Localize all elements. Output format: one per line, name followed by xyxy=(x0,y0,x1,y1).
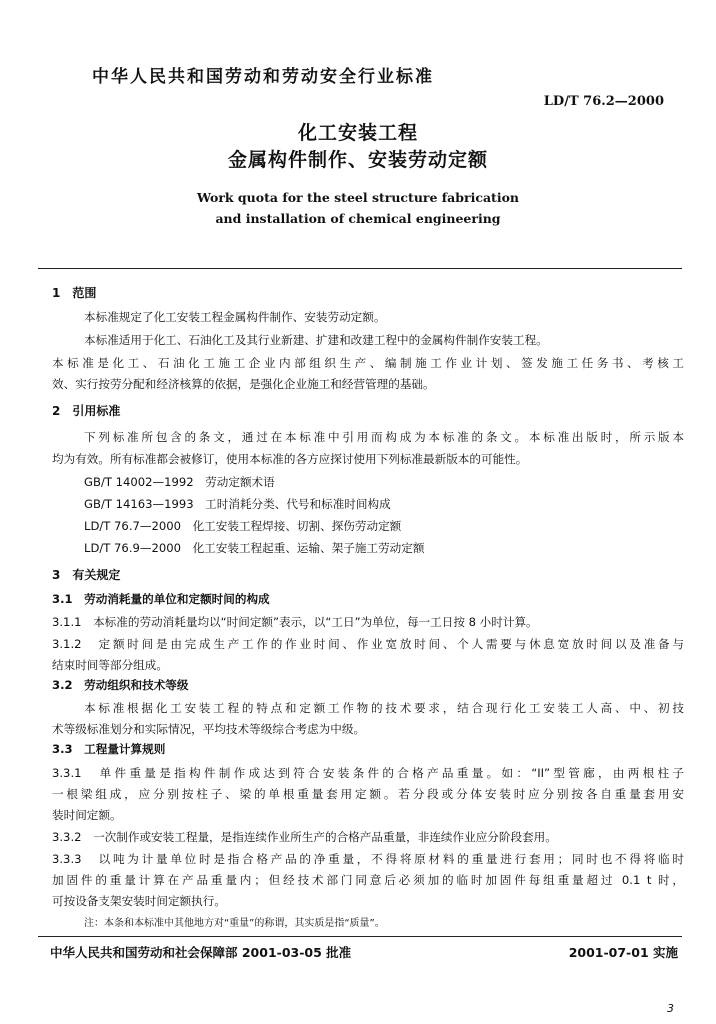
section-1-para-3-line2: 效、实行按劳分配和经济核算的依据，是强化企业施工和经营管理的基础。 xyxy=(52,377,435,391)
clause-3-2-line1: 本标准根据化工安装工程的特点和定额工作物的技术要求，结合现行化工安装工人高、中、初技 xyxy=(84,701,684,715)
clause-3-2-line2: 术等级标准划分和实际情况，平均技术等级综合考虑为中级。 xyxy=(52,722,366,736)
page-number: 3 xyxy=(667,1002,674,1015)
approval-statement: 中华人民共和国劳动和社会保障部 2001-03-05 批准 xyxy=(50,945,352,960)
clause-3-3-1-line1: 3.3.1 单件重量是指构件制作成达到符合安装条件的合格产品重量。如：“II”型管廊，由两根柱子 xyxy=(52,766,684,780)
reference-item: LD/T 76.7—2000 化工安装工程焊接、切割、探伤劳动定额 xyxy=(84,519,402,533)
reference-item: LD/T 76.9—2000 化工安装工程起重、运输、架子施工劳动定额 xyxy=(84,541,425,555)
effective-date: 2001-07-01 实施 xyxy=(568,945,678,960)
title-en-line1: Work quota for the steel structure fabrication xyxy=(196,190,520,205)
subsection-3-2-heading: 3.2 劳动组织和技术等级 xyxy=(52,678,189,692)
clause-3-3-3-line3: 可按设备支架安装时间定额执行。 xyxy=(52,894,226,908)
footnote: 注：本条和本标准中其他地方对“重量”的称谓，其实质是指“质量”。 xyxy=(84,918,385,929)
standard-code: LD/T 76.2—2000 xyxy=(543,94,664,109)
footer-divider xyxy=(38,936,682,937)
reference-item: GB/T 14002—1992 劳动定额术语 xyxy=(84,475,275,489)
clause-3-1-1: 3.1.1 本标准的劳动消耗量均以“时间定额”表示，以“工日”为单位，每一工日按 8 小时计算。 xyxy=(52,615,538,629)
reference-item: GB/T 14163—1993 工时消耗分类、代号和标准时间构成 xyxy=(84,497,391,511)
clause-3-3-3-line2: 加固件的重量计算在产品重量内；但经技术部门同意后必须加的临时加固件每组重量超过 0.1 t 时， xyxy=(52,873,684,887)
section-1-para-3-line1: 本标准是化工、石油化工施工企业内部组织生产、编制施工作业计划、签发施工任务书、考核工 xyxy=(52,356,684,370)
section-2-para-line1: 下列标准所包含的条文，通过在本标准中引用而构成为本标准的条文。本标准出版时，所示版本 xyxy=(84,430,684,444)
section-1-para-2: 本标准适用于化工、石油化工及其行业新建、扩建和改建工程中的金属构件制作安装工程。 xyxy=(84,333,548,347)
title-zh-line1: 化工安装工程 xyxy=(297,122,418,144)
clause-3-3-3-line1: 3.3.3 以吨为计量单位时是指合格产品的净重量，不得将原材料的重量进行套用；同时也不得将临时 xyxy=(52,852,684,866)
section-3-heading: 3 有关规定 xyxy=(52,568,121,582)
standard-category-header: 中华人民共和国劳动和劳动安全行业标准 xyxy=(92,67,434,87)
clause-3-1-2-line1: 3.1.2 定额时间是由完成生产工作的作业时间、作业宽放时间、个人需要与休息宽放时间以及准备与 xyxy=(52,637,684,651)
section-2-para-line2: 均为有效。所有标准都会被修订，使用本标准的各方应探讨使用下列标准最新版本的可能性。 xyxy=(52,452,528,466)
clause-3-1-2-line2: 结束时间等部分组成。 xyxy=(52,658,168,672)
header-divider xyxy=(38,268,682,269)
clause-3-3-1-line3: 装时间定额。 xyxy=(52,808,122,822)
title-zh-line2: 金属构件制作、安装劳动定额 xyxy=(227,149,488,171)
section-1-heading: 1 范围 xyxy=(52,286,97,300)
subsection-3-1-heading: 3.1 劳动消耗量的单位和定额时间的构成 xyxy=(52,592,270,606)
subsection-3-3-heading: 3.3 工程量计算规则 xyxy=(52,742,166,756)
section-1-para-1: 本标准规定了化工安装工程金属构件制作、安装劳动定额。 xyxy=(84,310,386,324)
clause-3-3-2: 3.3.2 一次制作或安装工程量，是指连续作业所生产的合格产品重量，非连续作业应分阶段套用。 xyxy=(52,830,557,844)
title-en-line2: and installation of chemical engineering xyxy=(215,211,501,226)
section-2-heading: 2 引用标准 xyxy=(52,404,121,418)
clause-3-3-1-line2: 一根梁组成，应分别按柱子、梁的单根重量套用定额。若分段或分体安装时应分别按各自重量套用安 xyxy=(52,787,684,801)
